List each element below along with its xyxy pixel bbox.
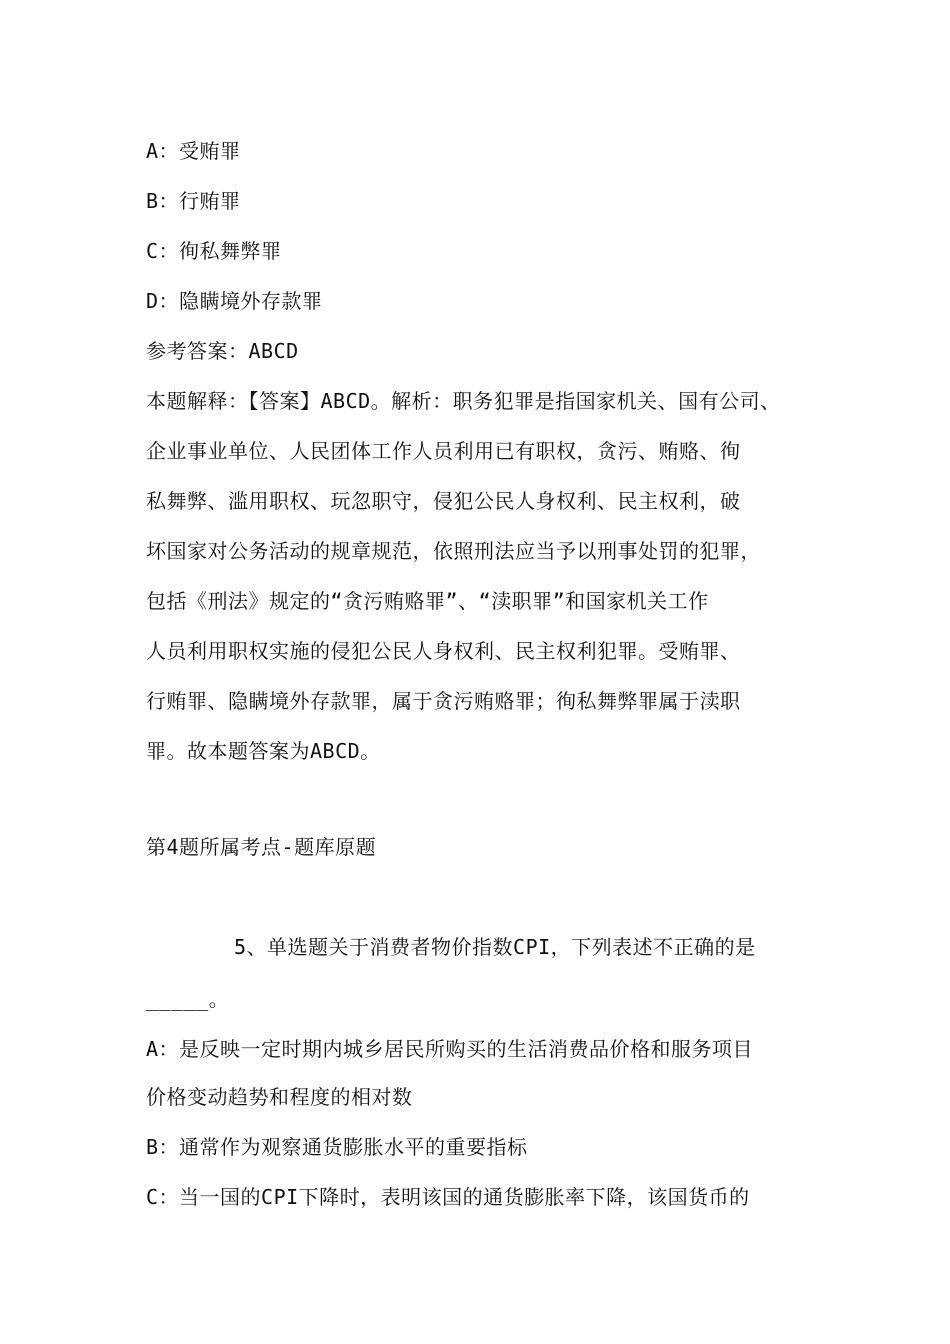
q4-reference-answer: 参考答案：ABCD	[146, 339, 299, 363]
q4-explanation-line: 企业事业单位、人民团体工作人员利用已有职权，贪污、贿赂、徇	[146, 439, 741, 463]
q4-option-c: C：徇私舞弊罪	[146, 239, 282, 263]
q4-explanation-line: 人员利用职权实施的侵犯公民人身权利、民主权利犯罪。受贿罪、	[146, 639, 741, 663]
q5-option-c: C：当一国的CPI下降时，表明该国的通货膨胀率下降，该国货币的	[146, 1185, 750, 1209]
q4-explanation-line: 罪。故本题答案为ABCD。	[146, 739, 381, 763]
q4-option-b: B：行贿罪	[146, 189, 241, 213]
q4-explanation-line: 包括《刑法》规定的“贪污贿赂罪”、“渎职罪”和国家机关工作	[146, 589, 709, 613]
q4-option-a: A：受贿罪	[146, 139, 241, 163]
q4-option-d: D：隐瞒境外存款罪	[146, 289, 323, 313]
q5-option-a-continued: 价格变动趋势和程度的相对数	[146, 1085, 413, 1109]
q4-explanation-line: 本题解释：【答案】ABCD。解析：职务犯罪是指国家机关、国有公司、	[146, 389, 781, 413]
q5-stem-blank: _____。	[146, 987, 230, 1011]
q4-explanation-line: 行贿罪、隐瞒境外存款罪，属于贪污贿赂罪；徇私舞弊罪属于渎职	[146, 689, 741, 713]
q4-explanation-line: 坏国家对公务活动的规章规范，依照刑法应当予以刑事处罚的犯罪，	[146, 539, 761, 563]
q5-stem: 5、单选题关于消费者物价指数CPI，下列表述不正确的是	[234, 935, 756, 959]
q4-topic-heading: 第4题所属考点-题库原题	[146, 835, 377, 859]
q5-option-b: B：通常作为观察通货膨胀水平的重要指标	[146, 1135, 528, 1159]
q5-option-a: A：是反映一定时期内城乡居民所购买的生活消费品价格和服务项目	[146, 1037, 754, 1061]
q4-explanation-line: 私舞弊、滥用职权、玩忽职守，侵犯公民人身权利、民主权利，破	[146, 489, 741, 513]
